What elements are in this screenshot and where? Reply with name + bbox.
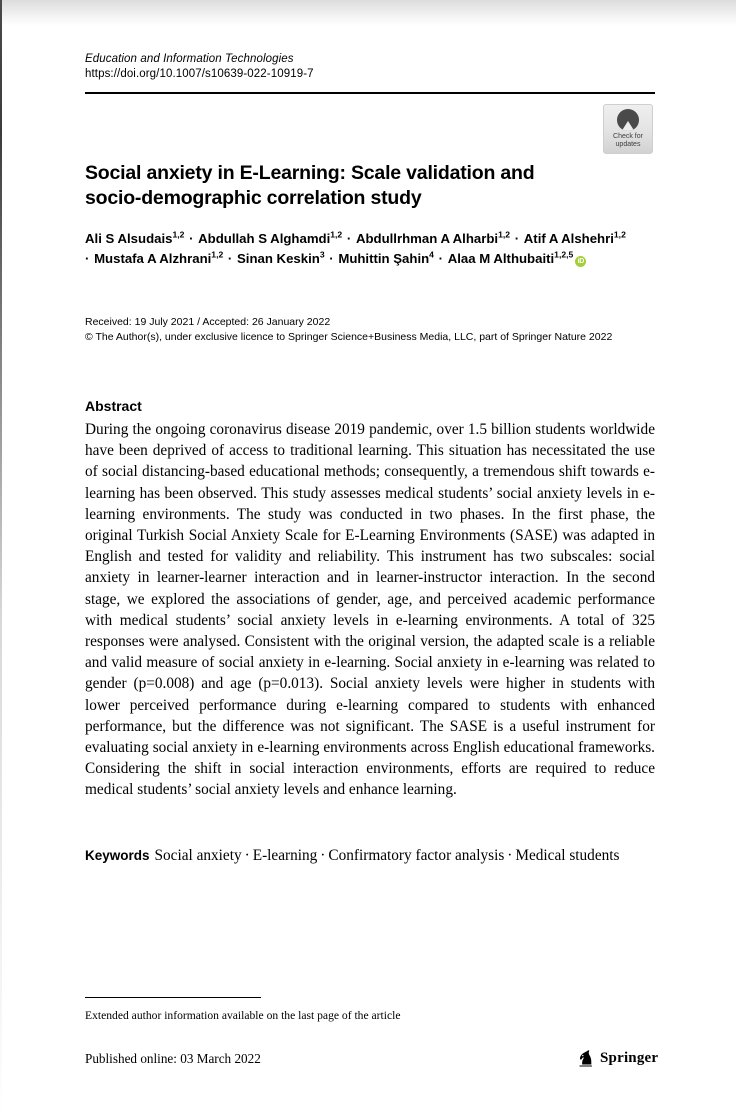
author-name: Muhittin Şahin: [338, 250, 430, 266]
author-name: Sinan Keskin: [236, 250, 320, 266]
abstract-heading: Abstract: [85, 398, 142, 414]
publication-meta: [85, 315, 645, 344]
keywords-label: Keywords: [85, 848, 150, 863]
journal-name: Education and Information Technologies: [85, 53, 294, 65]
springer-logo: [578, 1049, 658, 1068]
check-for-updates-line1: Check for: [613, 133, 643, 140]
author-name: Alaa M Althubaiti: [447, 250, 555, 266]
author-separator: ·: [343, 231, 355, 246]
keyword-separator: ·: [507, 847, 513, 864]
author-affiliation-marker: 4: [429, 249, 434, 260]
page-title: Social anxiety in E-Learning: Scale validation and socio-demographic correlation study: [85, 162, 535, 210]
keyword-item[interactable]: Medical students: [515, 847, 620, 864]
author-name: Ali S Alsudais: [85, 231, 173, 246]
abstract-text: During the ongoing coronavirus disease 2019 pandemic, over 1.5 billion students worldwide have been deprived of access to traditional learning. This situation has necessitated the use of social distancing-based educational methods; consequently, a tremendous shift towards e-learning has been observed. This study assesses medical students’ social anxiety levels in e-learning environments. The study was conducted in two phases. In the first phase, the original Turkish Social Anxiety Scale for E-Learning Environments (SASE) was adapted in English and tested for validity and reliability. This instrument has two subscales: social anxiety in learner-learner interaction and in learner-instructor interaction. In the second stage, we explored the associations of gender, age, and perceived academic performance with medical students’ social anxiety levels in e-learning environments. A total of 325 responses were analysed. Consistent with the original version, the adapted scale is a reliable and valid measure of social anxiety in e-learning. Social anxiety in e-learning was related to gender (p=0.008) and age (p=0.013). Social anxiety levels were higher in students with lower perceived performance during e-learning compared to students with enhanced performance, but the difference was not significant. The SASE is a useful instrument for evaluating social anxiety in e-learning environments across English educational frameworks. Considering the shift in social interaction environments, efforts are required to reduce medical students’ social anxiety levels and enhance learning.: [85, 421, 655, 799]
author-affiliation-marker: 1,2: [172, 229, 185, 240]
footnote-divider: [85, 997, 261, 998]
author-affiliation-marker: 1,2: [498, 229, 511, 240]
author-separator: ·: [325, 250, 338, 266]
author-affiliation-marker: 1,2: [330, 229, 343, 240]
author-name: Abdullrhman A Alharbi: [355, 231, 499, 246]
author-separator: ·: [511, 231, 523, 246]
author-name: Abdullah S Alghamdi: [198, 231, 331, 246]
keywords-section: [85, 845, 655, 866]
author-separator: ·: [85, 250, 94, 266]
copyright-statement: © The Author(s), under exclusive licence to Springer Science+Business Media, LLC, part of Springer Nature 2022: [85, 330, 613, 343]
keyword-separator: ·: [320, 847, 326, 864]
article-doi-link[interactable]: https://doi.org/10.1007/s10639-022-10919-7: [85, 68, 314, 80]
check-for-updates-line2: updates: [615, 141, 641, 148]
author-affiliation-marker: 1,2: [211, 249, 224, 260]
keyword-item[interactable]: E-learning: [252, 847, 318, 864]
author-affiliation-marker: 1,2,5: [554, 249, 574, 260]
author-name: Mustafa A Alzhrani: [94, 250, 212, 266]
crossmark-icon: [617, 109, 639, 131]
journal-header: [85, 52, 655, 82]
springer-knight-icon: [578, 1049, 595, 1068]
keyword-item[interactable]: Confirmatory factor analysis: [328, 847, 505, 864]
author-affiliation-marker: 3: [319, 249, 325, 260]
header-divider: [85, 92, 655, 94]
author-separator: ·: [224, 250, 236, 266]
keyword-separator: ·: [244, 847, 250, 864]
author-list: [85, 229, 630, 268]
received-accepted-dates: Received: 19 July 2021 / Accepted: 26 January 2022: [85, 316, 331, 328]
author-name: Atif A Alshehri: [523, 231, 614, 246]
published-online-date: Published online: 03 March 2022: [85, 1051, 261, 1066]
keyword-item[interactable]: Social anxiety: [154, 847, 242, 864]
springer-wordmark: Springer: [600, 1050, 659, 1066]
author-affiliation-marker: 1,2: [613, 229, 626, 240]
check-for-updates-badge[interactable]: [603, 104, 653, 154]
author-separator: ·: [185, 231, 198, 246]
orcid-id-icon[interactable]: iD: [575, 256, 586, 267]
keywords-list: [155, 847, 620, 864]
extended-author-information-note: Extended author information available on the last page of the article: [85, 1009, 401, 1022]
check-for-updates-label: [613, 133, 643, 149]
author-separator: ·: [434, 250, 447, 266]
